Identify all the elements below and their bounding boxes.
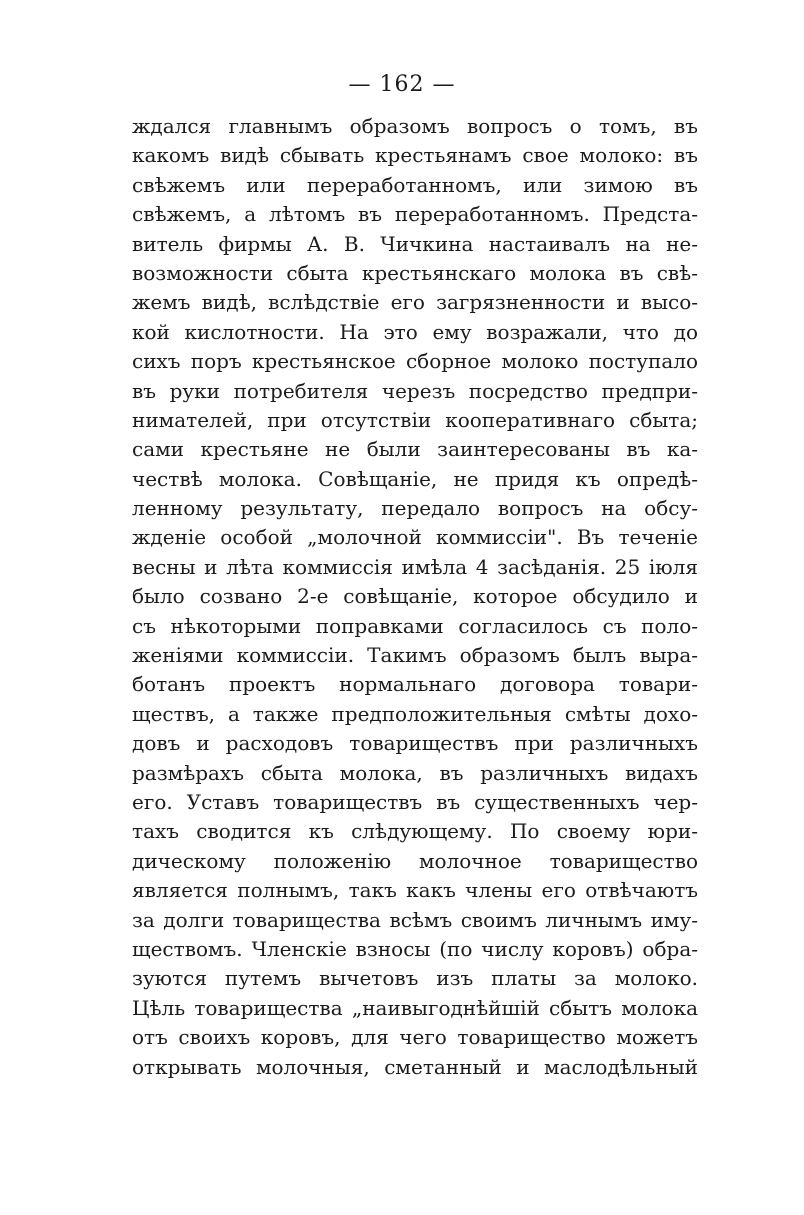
text-line: ществъ, а также предположительныя смѣты дохо- xyxy=(132,701,698,726)
page-number: — 162 — xyxy=(348,72,456,97)
text-line: ждался главнымъ образомъ вопросъ о томъ, въ xyxy=(132,114,698,138)
text-line: размѣрахъ сбыта молока, въ различныхъ видахъ xyxy=(132,760,698,785)
text-line: какомъ видѣ сбывать крестьянамъ свое молоко: въ xyxy=(132,143,698,168)
text-line: возможности сбыта крестьянскаго молока въ свѣ- xyxy=(132,260,698,285)
text-line: Цѣль товарищества „наивыгоднѣйшій сбытъ молока xyxy=(132,995,698,1020)
text-line: весны и лѣта коммиссія имѣла 4 засѣданія. 25 іюля xyxy=(132,554,698,579)
text-line: жемъ видѣ, вслѣдствіе его загрязненности и высо- xyxy=(132,290,698,315)
text-line: является полнымъ, такъ какъ члены его отвѣчаютъ xyxy=(132,878,698,903)
text-line: ленному результату, передало вопросъ на обсу- xyxy=(132,496,698,521)
text-line: сихъ поръ крестьянское сборное молоко поступало xyxy=(132,349,698,374)
text-line: витель фирмы А. В. Чичкина настаивалъ на не- xyxy=(132,231,698,256)
text-line: въ руки потребителя черезъ посредство предпри- xyxy=(132,378,698,403)
text-line: чествѣ молока. Совѣщаніе, не придя къ опредѣ- xyxy=(132,466,698,491)
text-line: нимателей, при отсутствіи кооперативнаго сбыта; xyxy=(132,407,698,432)
text-line: жденіе особой „молочной коммиссіи". Въ теченіе xyxy=(132,525,698,550)
text-line: женіями коммиссіи. Такимъ образомъ былъ выра- xyxy=(132,643,698,668)
text-line: ществомъ. Членскіе взносы (по числу коровъ) обра- xyxy=(132,936,698,961)
body-text xyxy=(132,112,698,1082)
text-line: его. Уставъ товариществъ въ существенныхъ чер- xyxy=(132,789,698,814)
text-line: отъ своихъ коровъ, для чего товарищество можетъ xyxy=(132,1025,698,1050)
text-line: кой кислотности. На это ему возражали, что до xyxy=(132,319,698,344)
text-line: ботанъ проектъ нормальнаго договора товари- xyxy=(132,672,698,697)
text-line: тахъ сводится къ слѣдующему. По своему юри- xyxy=(132,819,698,844)
text-line: было созвано 2-е совѣщаніе, которое обсудило и xyxy=(132,584,698,609)
text-line: съ нѣкоторыми поправками согласилось съ поло- xyxy=(132,613,698,638)
text-line: открывать молочныя, сметанный и маслодѣльный xyxy=(132,1054,698,1079)
text-line: свѣжемъ или переработанномъ, или зимою въ xyxy=(132,172,698,197)
text-line: зуются путемъ вычетовъ изъ платы за молоко. xyxy=(132,966,698,991)
text-line: довъ и расходовъ товариществъ при различныхъ xyxy=(132,731,698,756)
text-line: дическому положенію молочное товарищество xyxy=(132,848,698,873)
text-line: за долги товарищества всѣмъ своимъ личнымъ иму- xyxy=(132,907,698,932)
text-line: сами крестьяне не были заинтересованы въ ка- xyxy=(132,437,698,462)
text-line: свѣжемъ, а лѣтомъ въ переработанномъ. Предста- xyxy=(132,202,698,227)
